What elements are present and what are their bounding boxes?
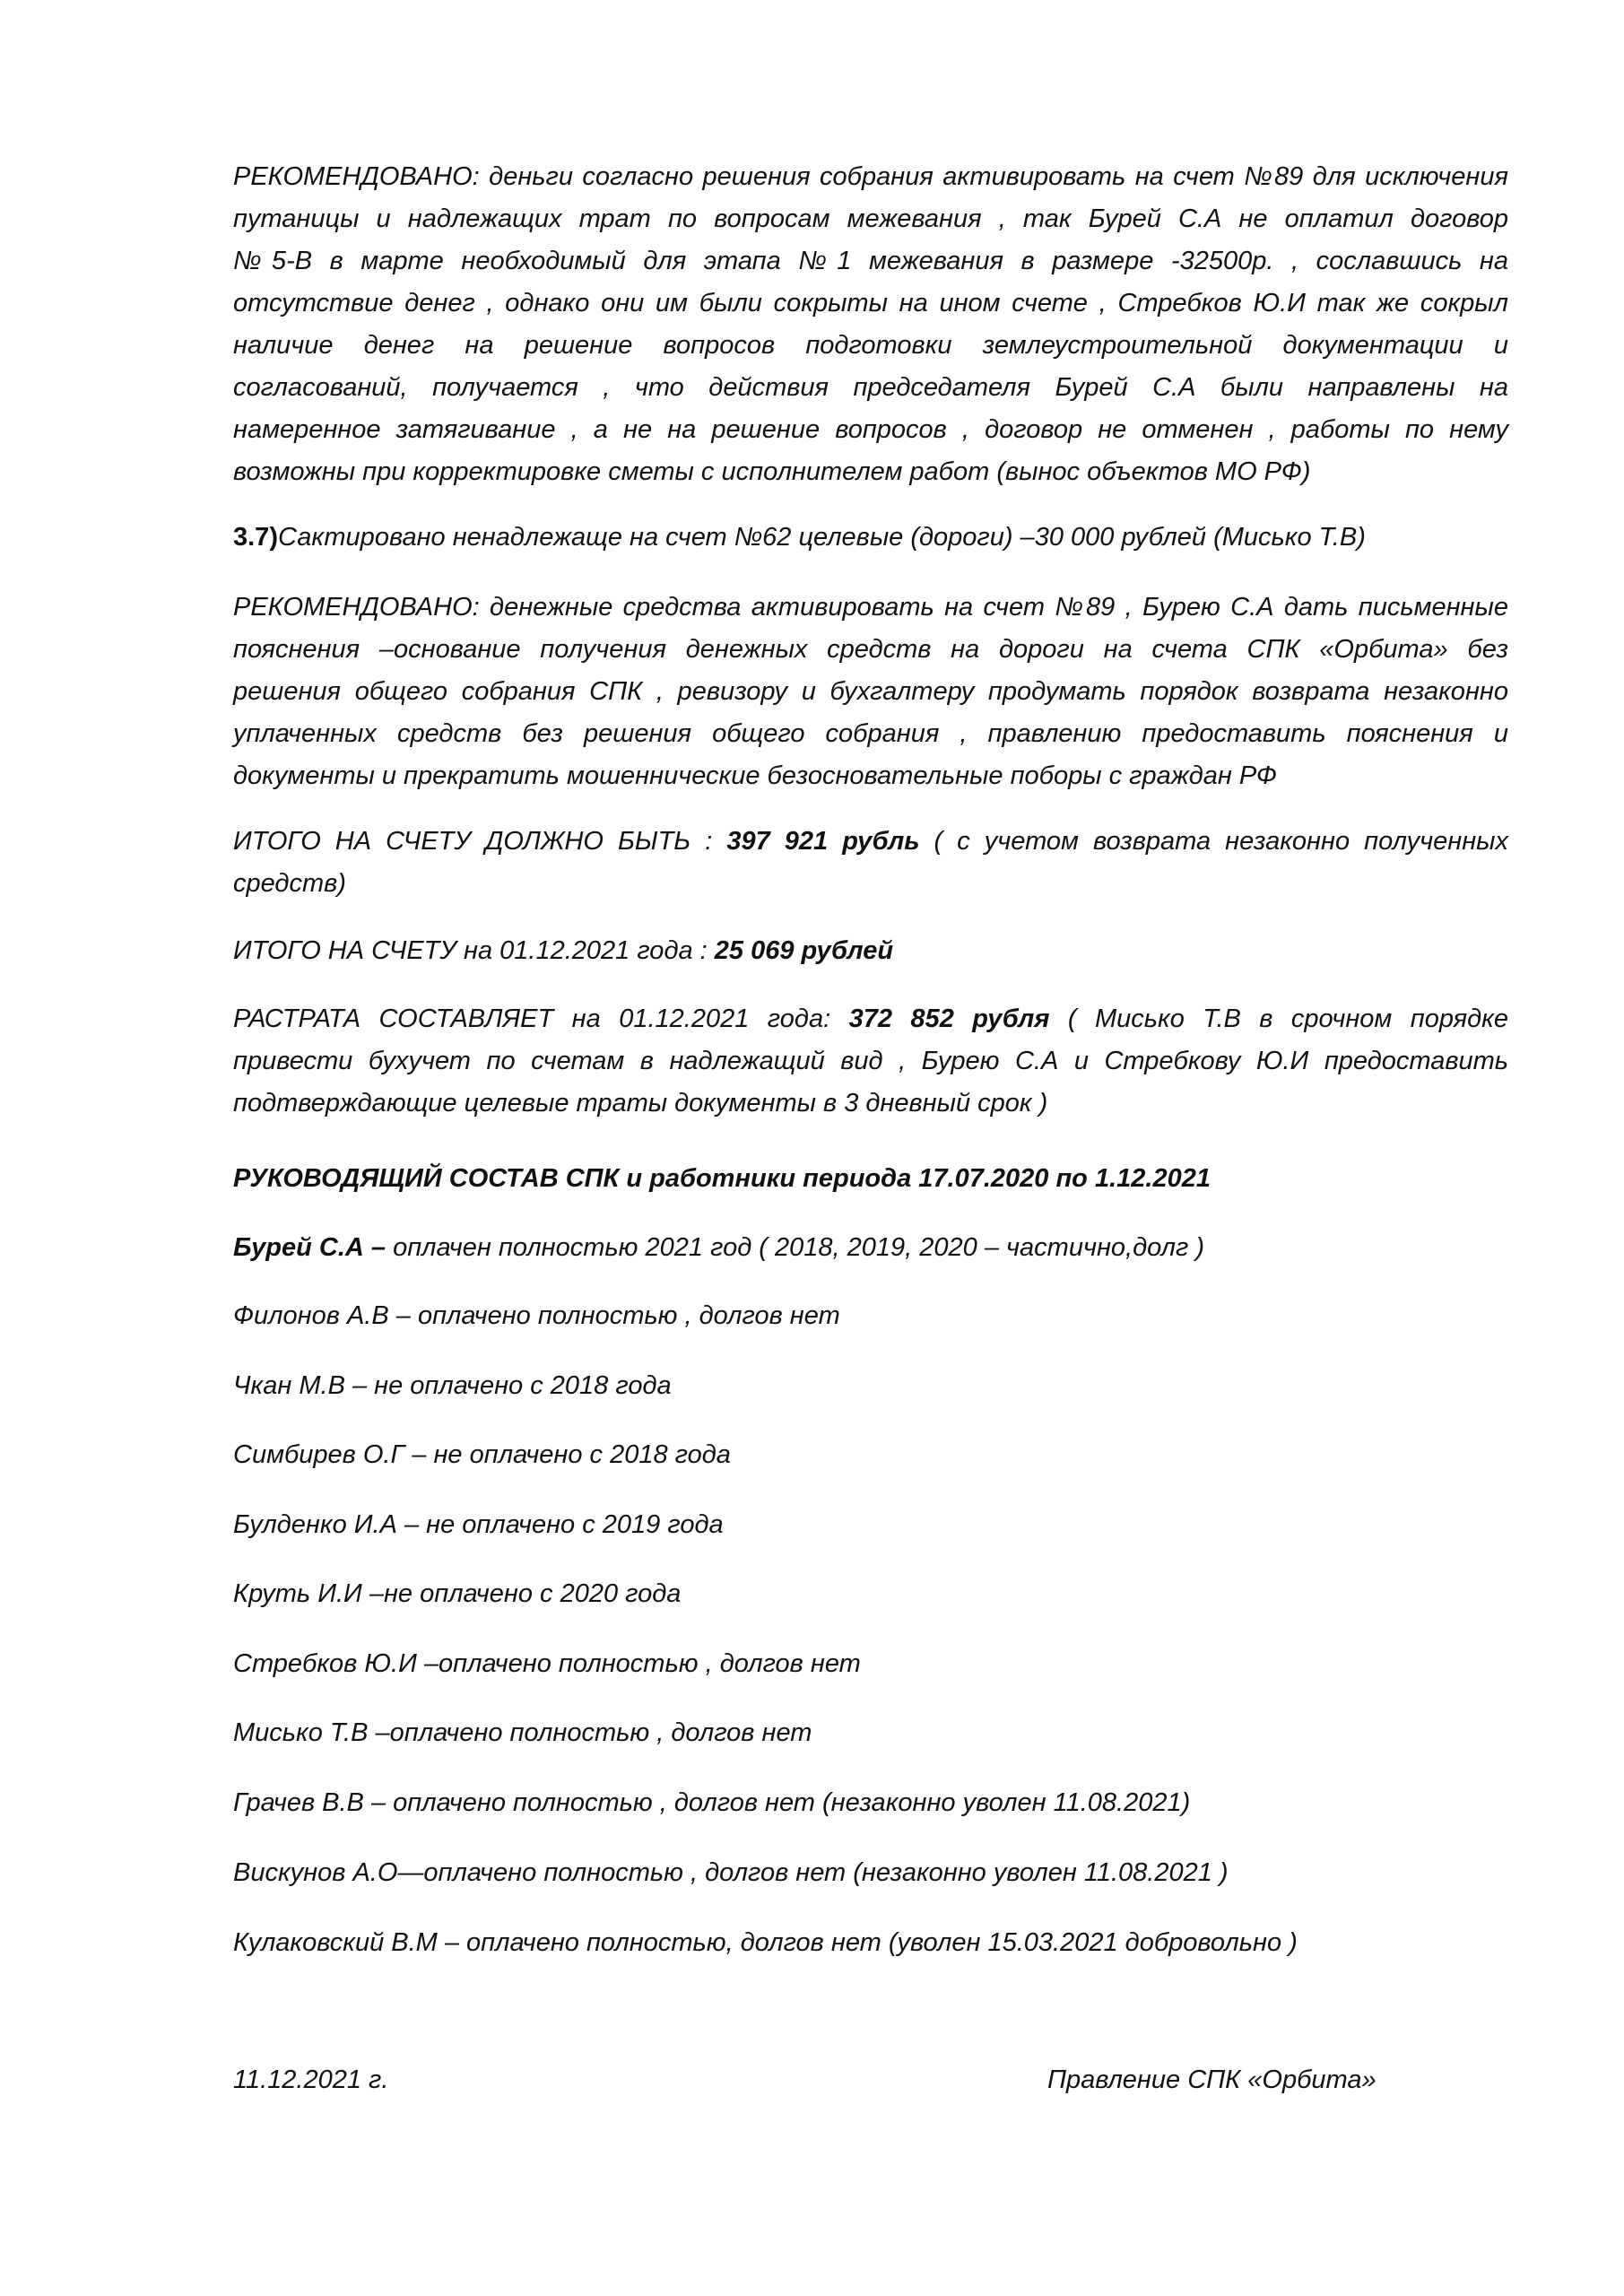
total-should-be-amount: 397 921 рубль	[726, 827, 920, 856]
document-date: 11.12.2021 г.	[233, 2066, 389, 2094]
total-actual-line	[233, 930, 1508, 972]
staff-list-item	[233, 1504, 724, 1546]
paragraph-line: решения общего собрания СПК , ревизору и бухгалтеру продумать порядок возврата незаконно	[233, 677, 1508, 706]
staff-list-item	[233, 1434, 731, 1476]
staff-list-item	[233, 1643, 861, 1685]
staff-status: – оплачено полностью , долгов нет (незаконно уволен 11.08.2021)	[363, 1788, 1191, 1817]
paragraph-line: намеренное затягивание , а не на решение вопросов , договор не отменен , работы по нему	[233, 415, 1508, 444]
paragraph-line: РЕКОМЕНДОВАНО: денежные средства активировать на счет №89 , Бурею С.А дать письменные	[233, 593, 1508, 622]
staff-list-item	[233, 1573, 681, 1615]
paragraph-line: наличие денег на решение вопросов подготовки землеустроительной документации и	[233, 331, 1508, 360]
total-actual-amount: 25 069 рублей	[714, 936, 894, 965]
embezzlement	[233, 998, 1508, 1125]
staff-heading-line	[233, 1158, 1508, 1200]
total-actual-label: ИТОГО НА СЧЕТУ на 01.12.2021 года :	[233, 936, 715, 965]
item-3-7	[233, 517, 1508, 559]
staff-list-item	[233, 1922, 1298, 1964]
staff-status: —оплачено полностью , долгов нет (незаконно уволен 11.08.2021 )	[397, 1858, 1229, 1887]
staff-name: Круть И.И	[233, 1579, 362, 1608]
item-number: 3.7)	[233, 523, 278, 552]
staff-name: Бурей С.А –	[233, 1233, 386, 1262]
paragraph-line: возможны при корректировке сметы с исполнителем работ (вынос объектов МО РФ)	[233, 457, 1311, 486]
embezzlement-note-line: подтверждающие целевые траты документы в 3 дневный срок )	[233, 1089, 1048, 1118]
staff-list-item	[233, 1365, 672, 1407]
paragraph-line: отсутствие денег , однако они им были сокрыты на ином счете , Стребков Ю.И так же сокрыл	[233, 289, 1508, 317]
staff-heading	[233, 1158, 1508, 1200]
embezzlement-amount: 372 852 рубля	[848, 1004, 1050, 1033]
signature: Правление СПК «Орбита»	[1047, 2066, 1376, 2094]
staff-heading-rest: и работники периода 17.07.2020 по 1.12.2021	[626, 1164, 1211, 1193]
paragraph-line: пояснения –основание получения денежных средств на дороги на счета СПК «Орбита» без	[233, 635, 1508, 664]
staff-status: – не оплачено с 2019 года	[396, 1510, 724, 1539]
staff-name: Грачев В.В	[233, 1788, 364, 1817]
total-should-be	[233, 821, 1508, 905]
staff-name: Чкан М.В	[233, 1371, 345, 1400]
staff-name: Филонов А.В	[233, 1301, 389, 1330]
staff-list-item	[233, 1712, 812, 1754]
staff-status: – оплачено полностью, долгов нет (уволен 15.03.2021 добровольно )	[437, 1928, 1298, 1957]
staff-name: Симбирев О.Г	[233, 1440, 405, 1469]
staff-list-item	[233, 1852, 1229, 1894]
staff-name: Булденко И.А	[233, 1510, 397, 1539]
total-should-be-note-cont: средств)	[233, 869, 346, 898]
paragraph-line: согласований, получается , что действия председателя Бурей С.А были направлены на	[233, 373, 1508, 402]
staff-name: Кулаковский В.М	[233, 1928, 438, 1957]
staff-list-item	[233, 1295, 840, 1337]
staff-status: –оплачено полностью , долгов нет	[368, 1718, 812, 1747]
recommendation-paragraph-2	[233, 587, 1508, 797]
embezzlement-label: РАСТРАТА СОСТАВЛЯЕТ на 01.12.2021 года:	[233, 1004, 849, 1033]
paragraph-line: путаницы и надлежащих трат по вопросам межевания , так Бурей С.А не оплатил договор	[233, 204, 1508, 233]
embezzlement-note-line: привести бухучет по счетам в надлежащий вид , Бурею С.А и Стребкову Ю.И предоставить	[233, 1047, 1508, 1075]
staff-heading-bold: РУКОВОДЯЩИЙ СОСТАВ СПК	[233, 1164, 627, 1193]
embezzlement-line	[233, 998, 1508, 1040]
paragraph-line: уплаченных средств без решения общего собрания , правлению предоставить пояснения и	[233, 719, 1508, 748]
staff-status: – оплачено полностью , долгов нет	[388, 1301, 840, 1330]
recommendation-paragraph-1	[233, 156, 1508, 493]
embezzlement-note: ( Мисько Т.В в срочном порядке	[1049, 1004, 1509, 1033]
staff-list-item	[233, 1782, 1190, 1824]
total-should-be-note: ( с учетом возврата незаконно полученных	[919, 827, 1509, 856]
staff-status: – не оплачено с 2018 года	[404, 1440, 731, 1469]
staff-name: Мисько Т.В	[233, 1718, 369, 1747]
total-actual	[233, 930, 1508, 972]
paragraph-line: №5-В в марте необходимый для этапа №1 межевания в размере -32500р. , сославшись на	[233, 247, 1508, 275]
staff-status: –не оплачено с 2020 года	[361, 1579, 682, 1608]
staff-name: Стребков Ю.И	[233, 1649, 417, 1678]
paragraph-line: документы и прекратить мошеннические безосновательные поборы с граждан РФ	[233, 761, 1277, 790]
total-should-be-label: ИТОГО НА СЧЕТУ ДОЛЖНО БЫТЬ :	[233, 827, 727, 856]
staff-status: – не оплачено с 2018 года	[344, 1371, 672, 1400]
paragraph-line: РЕКОМЕНДОВАНО: деньги согласно решения собрания активировать на счет №89 для исключения	[233, 162, 1508, 191]
staff-status: оплачен полностью 2021 год ( 2018, 2019, 2020 – частично,долг )	[386, 1233, 1204, 1262]
total-should-be-line	[233, 821, 1508, 863]
item-text: Сактировано ненадлежаще на счет №62 целевые (дороги) –30 000 рублей (Мисько Т.В)	[277, 523, 1366, 552]
staff-name: Вискунов А.О	[233, 1858, 398, 1887]
staff-status: –оплачено полностью , долгов нет	[416, 1649, 861, 1678]
item-3-7-line	[233, 517, 1508, 559]
staff-list-item	[233, 1227, 1204, 1269]
